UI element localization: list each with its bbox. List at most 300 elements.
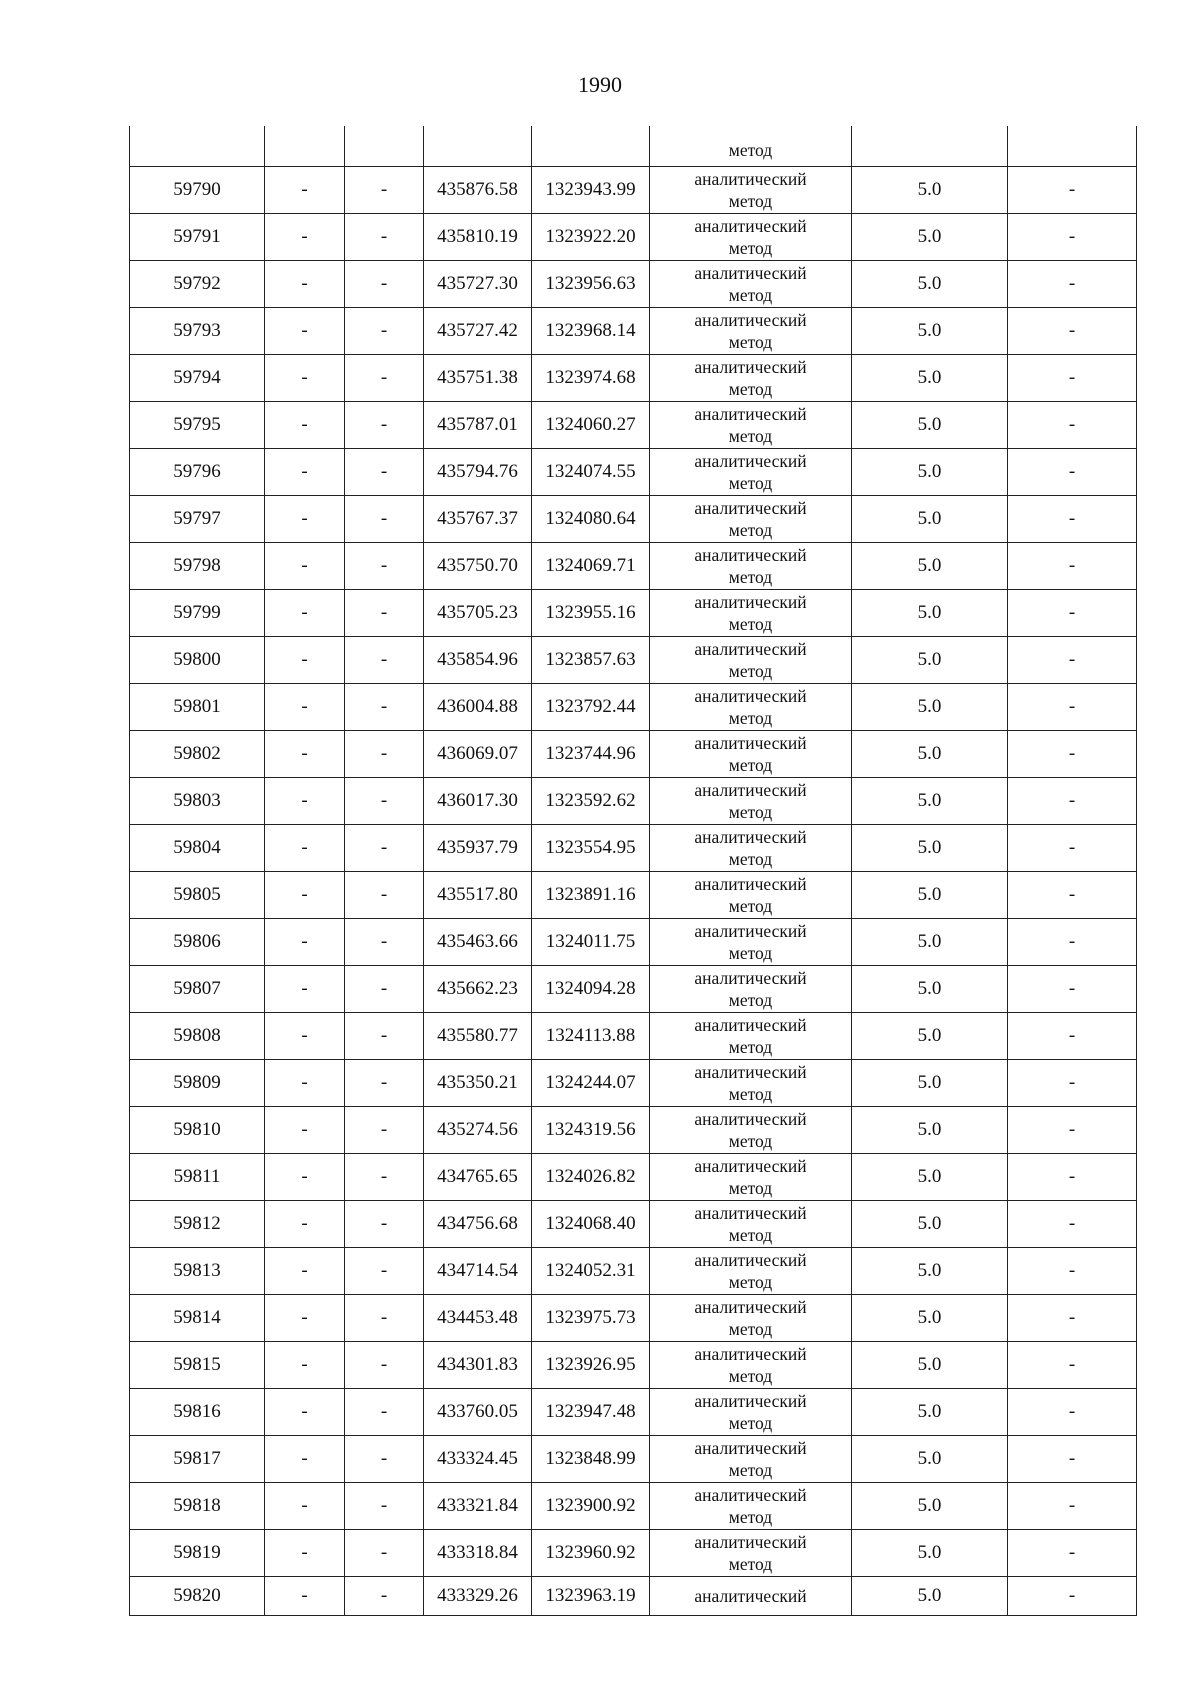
cell-dash: - [1008,731,1137,778]
method-line-2: метод [728,473,773,493]
cell-x-coordinate: 435767.37 [424,496,532,543]
cell-dash: - [1008,1577,1137,1616]
table-row [130,1530,1137,1577]
cell-accuracy: 5.0 [852,637,1008,684]
cell-dash: - [265,402,345,449]
table-row [130,919,1137,966]
method-line-1: аналитический [694,968,807,988]
cell-dash: - [1008,919,1137,966]
cell-point-number: 59800 [130,637,265,684]
cell-y-coordinate: 1323592.62 [532,778,650,825]
cell-method [650,449,852,496]
cell-method [650,1013,852,1060]
cell-dash: - [265,1483,345,1530]
method-line-1: аналитический [694,1062,807,1082]
cell-method [650,1201,852,1248]
table-row [130,1013,1137,1060]
cell-empty [1008,126,1137,167]
cell-dash: - [1008,214,1137,261]
cell-dash: - [345,637,424,684]
method-line-1: аналитический [694,1109,807,1129]
cell-dash: - [1008,1295,1137,1342]
cell-accuracy: 5.0 [852,308,1008,355]
cell-accuracy: 5.0 [852,543,1008,590]
cell-dash: - [345,167,424,214]
table-row [130,1248,1137,1295]
table-row [130,1436,1137,1483]
cell-y-coordinate: 1324052.31 [532,1248,650,1295]
table-row [130,731,1137,778]
cell-point-number: 59813 [130,1248,265,1295]
cell-dash: - [345,1577,424,1616]
cell-point-number: 59812 [130,1201,265,1248]
table-row [130,449,1137,496]
cell-dash: - [1008,1530,1137,1577]
cell-y-coordinate: 1323955.16 [532,590,650,637]
cell-accuracy: 5.0 [852,966,1008,1013]
cell-x-coordinate: 435854.96 [424,637,532,684]
table-row [130,872,1137,919]
method-line-1: аналитический [694,592,807,612]
cell-y-coordinate: 1323744.96 [532,731,650,778]
cell-method [650,731,852,778]
cell-dash: - [345,1107,424,1154]
method-line-1: аналитический [694,1391,807,1411]
cell-x-coordinate: 436004.88 [424,684,532,731]
cell-y-coordinate: 1323900.92 [532,1483,650,1530]
cell-y-coordinate: 1323891.16 [532,872,650,919]
cell-accuracy: 5.0 [852,1342,1008,1389]
cell-y-coordinate: 1324026.82 [532,1154,650,1201]
cell-dash: - [1008,1389,1137,1436]
cell-dash: - [1008,1060,1137,1107]
cell-point-number: 59805 [130,872,265,919]
table-row [130,1201,1137,1248]
cell-x-coordinate: 435463.66 [424,919,532,966]
method-line-2: метод [728,755,773,775]
cell-x-coordinate: 435794.76 [424,449,532,496]
method-line-1: аналитический [694,1156,807,1176]
table-row [130,1107,1137,1154]
cell-dash: - [1008,543,1137,590]
method-line-1: аналитический [694,169,807,189]
cell-dash: - [265,966,345,1013]
cell-dash: - [1008,684,1137,731]
cell-dash: - [1008,1201,1137,1248]
cell-y-coordinate: 1323792.44 [532,684,650,731]
method-line-2: метод [728,285,773,305]
table-row [130,496,1137,543]
method-line-1: аналитический [694,357,807,377]
cell-empty [852,126,1008,167]
cell-dash: - [265,1154,345,1201]
cell-x-coordinate: 435705.23 [424,590,532,637]
cell-x-coordinate: 433760.05 [424,1389,532,1436]
method-line-1: аналитический [694,263,807,283]
cell-dash: - [265,1530,345,1577]
cell-dash: - [345,872,424,919]
cell-method [650,1483,852,1530]
cell-x-coordinate: 433329.26 [424,1577,532,1616]
method-line-2: метод [728,1554,773,1574]
cell-dash: - [1008,449,1137,496]
cell-method [650,402,852,449]
table-row [130,214,1137,261]
method-line-1: аналитический [694,498,807,518]
cell-point-number: 59808 [130,1013,265,1060]
cell-accuracy: 5.0 [852,1060,1008,1107]
cell-point-number: 59793 [130,308,265,355]
cell-point-number: 59815 [130,1342,265,1389]
method-line-2: метод [728,1037,773,1057]
cell-empty [424,126,532,167]
method-line-1: аналитический [694,1250,807,1270]
cell-dash: - [265,1577,345,1616]
cell-dash: - [265,1013,345,1060]
cell-x-coordinate: 434765.65 [424,1154,532,1201]
method-line-2: метод [728,1225,773,1245]
cell-accuracy: 5.0 [852,778,1008,825]
cell-accuracy: 5.0 [852,214,1008,261]
cell-accuracy: 5.0 [852,1201,1008,1248]
table-row [130,637,1137,684]
method-line-2: метод [728,191,773,211]
cell-method [650,684,852,731]
cell-x-coordinate: 435580.77 [424,1013,532,1060]
table-row [130,966,1137,1013]
cell-dash: - [1008,1342,1137,1389]
cell-x-coordinate: 434714.54 [424,1248,532,1295]
cell-accuracy: 5.0 [852,825,1008,872]
method-line-2: метод [728,896,773,916]
cell-dash: - [1008,355,1137,402]
cell-dash: - [345,1201,424,1248]
cell-point-number: 59804 [130,825,265,872]
method-line-1: аналитический [694,1344,807,1364]
table-row [130,1060,1137,1107]
method-line-1: аналитический [694,733,807,753]
cell-y-coordinate: 1323857.63 [532,637,650,684]
cell-point-number: 59796 [130,449,265,496]
cell-y-coordinate: 1324060.27 [532,402,650,449]
method-line-2: метод [728,849,773,869]
cell-dash: - [345,1154,424,1201]
method-line-1: аналитический [694,1532,807,1552]
method-line-2: метод [728,1366,773,1386]
cell-dash: - [1008,167,1137,214]
method-line-1: аналитический [694,1586,807,1606]
cell-point-number: 59819 [130,1530,265,1577]
method-line-2: метод [728,1460,773,1480]
cell-point-number: 59817 [130,1436,265,1483]
method-line-2: метод [728,1178,773,1198]
method-line-2: метод [728,567,773,587]
cell-dash: - [1008,966,1137,1013]
cell-method [650,1295,852,1342]
cell-dash: - [265,1342,345,1389]
cell-dash: - [345,684,424,731]
cell-accuracy: 5.0 [852,919,1008,966]
cell-method [650,1530,852,1577]
cell-method [650,1436,852,1483]
cell-method [650,308,852,355]
cell-y-coordinate: 1324068.40 [532,1201,650,1248]
method-line-1: аналитический [694,545,807,565]
cell-dash: - [345,1483,424,1530]
cell-empty [130,126,265,167]
cell-accuracy: 5.0 [852,167,1008,214]
method-line-1: аналитический [694,874,807,894]
cell-dash: - [1008,1154,1137,1201]
cell-dash: - [345,1248,424,1295]
cell-dash: - [345,825,424,872]
cell-accuracy: 5.0 [852,590,1008,637]
cell-y-coordinate: 1323960.92 [532,1530,650,1577]
cell-dash: - [1008,308,1137,355]
cell-y-coordinate: 1323968.14 [532,308,650,355]
cell-accuracy: 5.0 [852,1107,1008,1154]
method-line-2: метод [728,1084,773,1104]
table-row [130,1295,1137,1342]
method-line-2: метод [728,332,773,352]
cell-method [650,590,852,637]
cell-x-coordinate: 436017.30 [424,778,532,825]
cell-method [650,825,852,872]
cell-dash: - [1008,1107,1137,1154]
cell-point-number: 59798 [130,543,265,590]
table-row [130,778,1137,825]
table-row [130,355,1137,402]
cell-dash: - [1008,1436,1137,1483]
cell-y-coordinate: 1323947.48 [532,1389,650,1436]
cell-dash: - [345,543,424,590]
cell-dash: - [265,1201,345,1248]
cell-x-coordinate: 435787.01 [424,402,532,449]
cell-point-number: 59803 [130,778,265,825]
method-line-2: метод [728,943,773,963]
cell-y-coordinate: 1324011.75 [532,919,650,966]
cell-method [650,872,852,919]
table-row [130,1577,1137,1616]
cell-dash: - [345,261,424,308]
method-line-1: аналитический [694,921,807,941]
cell-accuracy: 5.0 [852,449,1008,496]
page-number: 1990 [578,72,622,97]
cell-point-number: 59802 [130,731,265,778]
cell-dash: - [1008,872,1137,919]
cell-method [650,1154,852,1201]
cell-dash: - [265,1436,345,1483]
cell-x-coordinate: 434756.68 [424,1201,532,1248]
cell-empty [345,126,424,167]
cell-dash: - [265,919,345,966]
cell-accuracy: 5.0 [852,1013,1008,1060]
cell-dash: - [265,167,345,214]
method-line-1: аналитический [694,827,807,847]
cell-y-coordinate: 1324319.56 [532,1107,650,1154]
table-row [130,167,1137,214]
cell-dash: - [1008,1248,1137,1295]
table-row [130,825,1137,872]
cell-method [650,1248,852,1295]
method-line-1: аналитический [694,216,807,236]
table-row [130,1389,1137,1436]
cell-point-number: 59795 [130,402,265,449]
table-row [130,1483,1137,1530]
method-line-1: аналитический [694,1297,807,1317]
method-line-1: аналитический [694,451,807,471]
cell-y-coordinate: 1324244.07 [532,1060,650,1107]
cell-method [650,919,852,966]
cell-dash: - [265,1107,345,1154]
cell-x-coordinate: 433318.84 [424,1530,532,1577]
cell-accuracy: 5.0 [852,1436,1008,1483]
cell-point-number: 59811 [130,1154,265,1201]
cell-x-coordinate: 435810.19 [424,214,532,261]
cell-method [650,1107,852,1154]
cell-point-number: 59799 [130,590,265,637]
cell-y-coordinate: 1324080.64 [532,496,650,543]
cell-accuracy: 5.0 [852,1577,1008,1616]
method-line-2: метод [728,1413,773,1433]
cell-dash: - [265,825,345,872]
table-row [130,590,1137,637]
cell-dash: - [1008,496,1137,543]
cell-point-number: 59818 [130,1483,265,1530]
cell-x-coordinate: 435727.30 [424,261,532,308]
cell-empty [265,126,345,167]
method-line-1: аналитический [694,1203,807,1223]
method-line-2: метод [728,661,773,681]
cell-dash: - [345,449,424,496]
cell-accuracy: 5.0 [852,684,1008,731]
cell-point-number: 59806 [130,919,265,966]
method-line-1: аналитический [694,404,807,424]
table-row [130,308,1137,355]
cell-dash: - [345,1436,424,1483]
table-row-continued [130,126,1137,167]
method-line-2: метод [728,990,773,1010]
cell-point-number: 59797 [130,496,265,543]
cell-x-coordinate: 435662.23 [424,966,532,1013]
cell-method [650,637,852,684]
method-line-1: аналитический [694,639,807,659]
cell-x-coordinate: 435274.56 [424,1107,532,1154]
cell-dash: - [265,872,345,919]
cell-dash: - [265,496,345,543]
cell-dash: - [265,637,345,684]
cell-dash: - [1008,778,1137,825]
cell-dash: - [265,1295,345,1342]
cell-dash: - [1008,1483,1137,1530]
cell-method [650,355,852,402]
cell-point-number: 59814 [130,1295,265,1342]
method-line-2: метод [728,520,773,540]
cell-accuracy: 5.0 [852,1530,1008,1577]
method-line-1: аналитический [694,686,807,706]
cell-dash: - [265,778,345,825]
cell-dash: - [345,1060,424,1107]
method-line-2: метод [728,802,773,822]
cell-dash: - [345,214,424,261]
cell-dash: - [265,590,345,637]
cell-dash: - [1008,825,1137,872]
cell-dash: - [265,684,345,731]
cell-x-coordinate: 435937.79 [424,825,532,872]
cell-point-number: 59809 [130,1060,265,1107]
method-line-2: метод [728,379,773,399]
cell-dash: - [345,731,424,778]
cell-method [650,778,852,825]
cell-accuracy: 5.0 [852,1483,1008,1530]
cell-dash: - [265,308,345,355]
cell-dash: - [345,1295,424,1342]
table-row [130,1342,1137,1389]
cell-method [650,1389,852,1436]
cell-dash: - [345,778,424,825]
cell-point-number: 59807 [130,966,265,1013]
cell-dash: - [345,1530,424,1577]
cell-accuracy: 5.0 [852,355,1008,402]
cell-method [650,261,852,308]
cell-dash: - [345,966,424,1013]
method-line-2: метод [728,1507,773,1527]
method-line-2: метод [728,426,773,446]
cell-dash: - [265,731,345,778]
cell-dash: - [345,1342,424,1389]
cell-y-coordinate: 1323554.95 [532,825,650,872]
cell-dash: - [1008,590,1137,637]
cell-dash: - [265,214,345,261]
cell-dash: - [265,355,345,402]
cell-point-number: 59816 [130,1389,265,1436]
method-line-2: метод [728,1131,773,1151]
cell-dash: - [345,355,424,402]
cell-dash: - [345,308,424,355]
method-line-1: аналитический [694,310,807,330]
cell-point-number: 59801 [130,684,265,731]
cell-x-coordinate: 434301.83 [424,1342,532,1389]
method-line-2: метод [728,708,773,728]
cell-x-coordinate: 434453.48 [424,1295,532,1342]
method-line-1: аналитический [694,780,807,800]
cell-method [650,543,852,590]
cell-dash: - [345,402,424,449]
cell-dash: - [1008,402,1137,449]
cell-method [650,214,852,261]
cell-dash: - [1008,1013,1137,1060]
cell-x-coordinate: 436069.07 [424,731,532,778]
cell-accuracy: 5.0 [852,261,1008,308]
cell-method [650,1060,852,1107]
cell-point-number: 59794 [130,355,265,402]
cell-x-coordinate: 433321.84 [424,1483,532,1530]
coordinates-table [129,126,1137,1616]
cell-y-coordinate: 1323974.68 [532,355,650,402]
cell-dash: - [345,590,424,637]
method-line-1: аналитический [694,1015,807,1035]
cell-method-continued: метод [650,126,852,167]
cell-dash: - [265,449,345,496]
cell-method [650,966,852,1013]
cell-y-coordinate: 1323926.95 [532,1342,650,1389]
cell-point-number: 59790 [130,167,265,214]
method-line-1: аналитический [694,1485,807,1505]
method-line-2: метод [728,238,773,258]
cell-dash: - [1008,261,1137,308]
cell-dash: - [265,1389,345,1436]
cell-accuracy: 5.0 [852,731,1008,778]
